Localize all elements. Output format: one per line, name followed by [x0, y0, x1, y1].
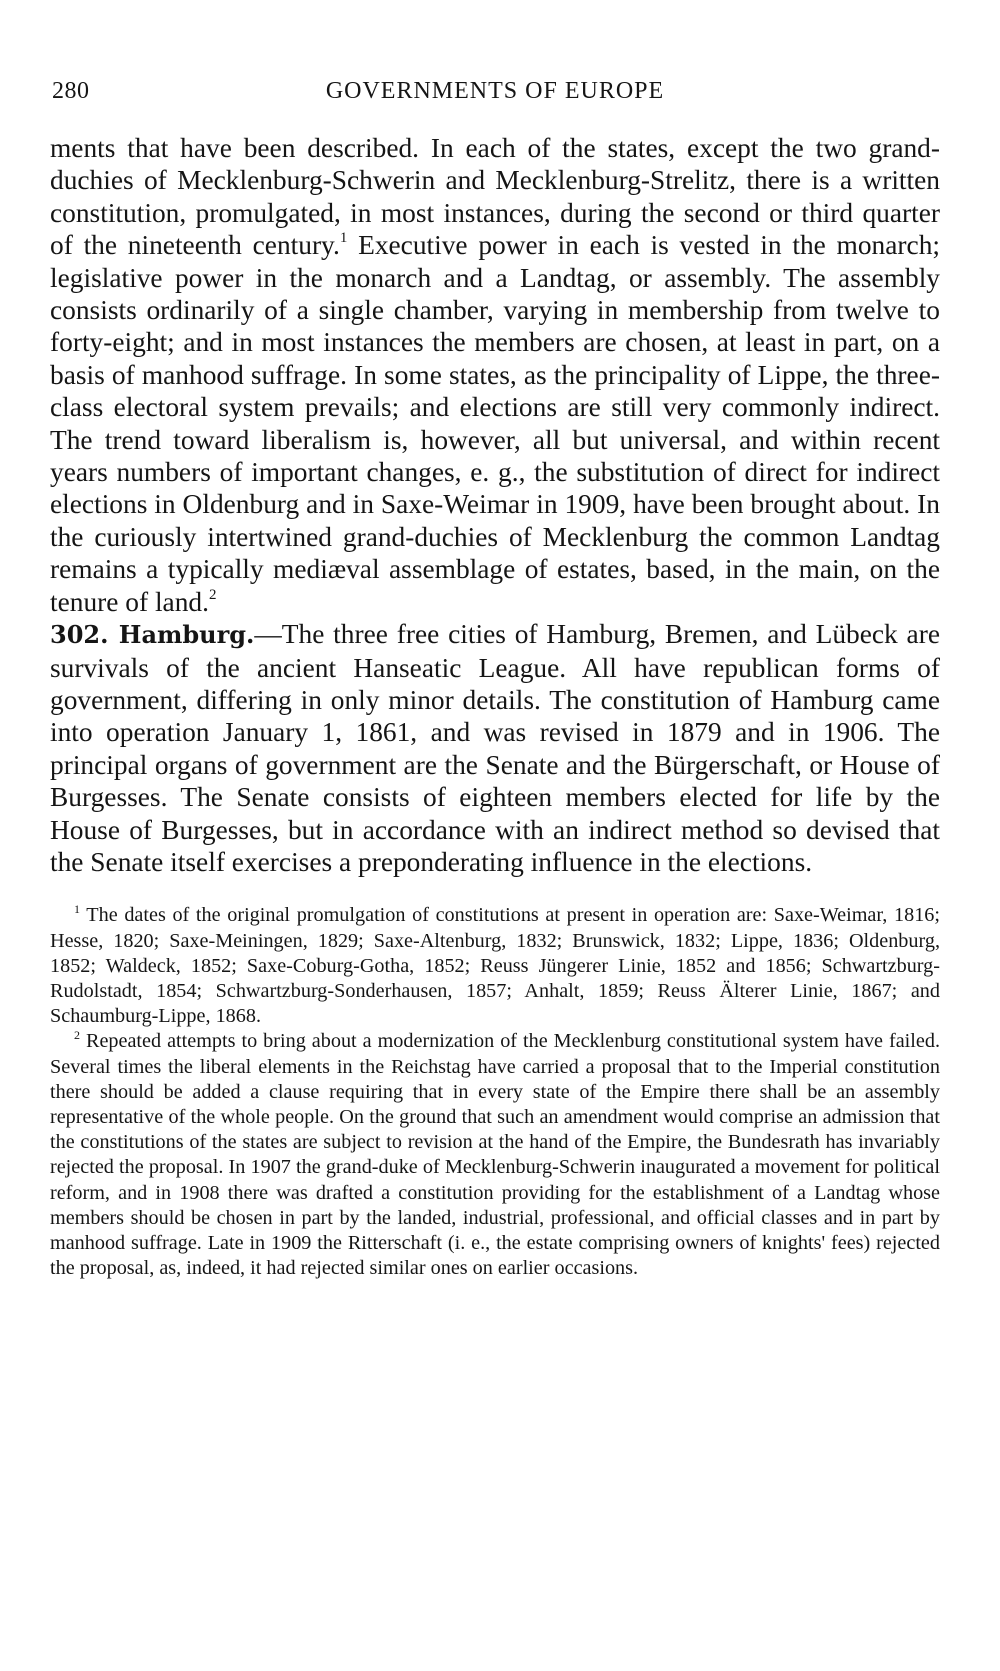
book-page	[50, 72, 940, 1281]
paragraph-text: Executive power in each is vested in the monarch; legislative power in the monarch and a Landtag, or assembly. The assembly consists ordinarily of a single chamber, varying in membership from twelve to forty-eight; and in most instances the members are chosen, at least in part, on a basis of manhood suffrage. In some states, as the principality of Lippe, the three-class electoral system prevails; and elections are still very commonly indirect. The trend toward liberalism is, however, all but universal, and within recent years numbers of important changes, e. g., the substitution of direct for indirect elections in Oldenburg and in Saxe-Weimar in 1909, have been brought about. In the curiously intertwined grand-duchies of Mecklenburg the common Landtag remains a typically mediæval assemblage of estates, based, in the main, on the tenure of land.	[50, 230, 940, 617]
paragraph-text: —The three free cities of Hamburg, Bremen, and Lübeck are survivals of the ancient Hanseatic League. All have republican forms of government, differing in only minor details. The constitution of Hamburg came into operation January 1, 1861, and was revised in 1879 and in 1906. The principal organs of government are the Senate and the Bürgerschaft, or House of Burgesses. The Senate consists of eighteen members elected for life by the House of Burgesses, but in accordance with an indirect method so devised that the Senate itself exercises a preponderating influence in the elections.	[50, 619, 940, 877]
section-heading: 302. Hamburg.	[50, 620, 255, 650]
main-text	[50, 132, 940, 878]
running-header	[50, 72, 940, 112]
footnote-text: The dates of the original promulgation of constitutions at present in operation are: Saxe-Weimar, 1816; Hesse, 1820; Saxe-Meiningen, 1829; Saxe-Altenburg, 1832; Brunswick, 1832; Lippe, 1836; Oldenburg, 1852; Waldeck, 1852; Saxe-Coburg-Gotha, 1852; Reuss Jüngerer Linie, 1852 and 1856; Schwartzburg-Rudolstadt, 1854; Schwartzburg-Sonderhausen, 1857; Anhalt, 1859; Reuss Älterer Linie, 1867; and Schaumburg-Lippe, 1868.	[50, 904, 940, 1028]
footnote-ref-1: 1	[339, 230, 348, 247]
footnotes	[50, 903, 940, 1281]
footnote-ref-2: 2	[208, 586, 217, 603]
footnote-text: Repeated attempts to bring about a modernization of the Mecklenburg constitutional system have failed. Several times the liberal elements in the Reichstag have carried a proposal that to the Imperial constitution there should be added a clause requiring that in every state of the Empire there shall be an assembly representative of the whole people. On the ground that such an amendment would comprise an admission that the constitutions of the states are subject to revision at the hand of the Empire, the Bundesrath has invariably rejected the proposal. In 1907 the grand-duke of Mecklenburg-Schwerin inaugurated a movement for political reform, and in 1908 there was drafted a constitution providing for the establishment of a Landtag whose members should be chosen in part by the landed, industrial, professional, and official classes and in part by manhood suffrage. Late in 1909 the Ritterschaft (i. e., the estate comprising owners of knights' fees) rejected the proposal, as, indeed, it had rejected similar ones on earlier occasions.	[50, 1030, 940, 1280]
footnote-1	[50, 903, 940, 1029]
footnote-marker: 2	[74, 1028, 80, 1043]
footnote-marker: 1	[74, 902, 80, 917]
page-number: 280	[52, 78, 90, 104]
running-title: GOVERNMENTS OF EUROPE	[325, 78, 665, 104]
footnote-2	[50, 1029, 940, 1281]
paragraph-continuation	[50, 132, 940, 618]
paragraph-text: ments that have been described. In each of the states, except the two grand-duchies of Mecklenburg-Schwerin and Mecklenburg-Strelitz, there is a written constitution, promulgated, in most instances, during the second or third quarter of the nineteenth century.	[50, 133, 940, 261]
paragraph-hamburg	[50, 618, 940, 878]
